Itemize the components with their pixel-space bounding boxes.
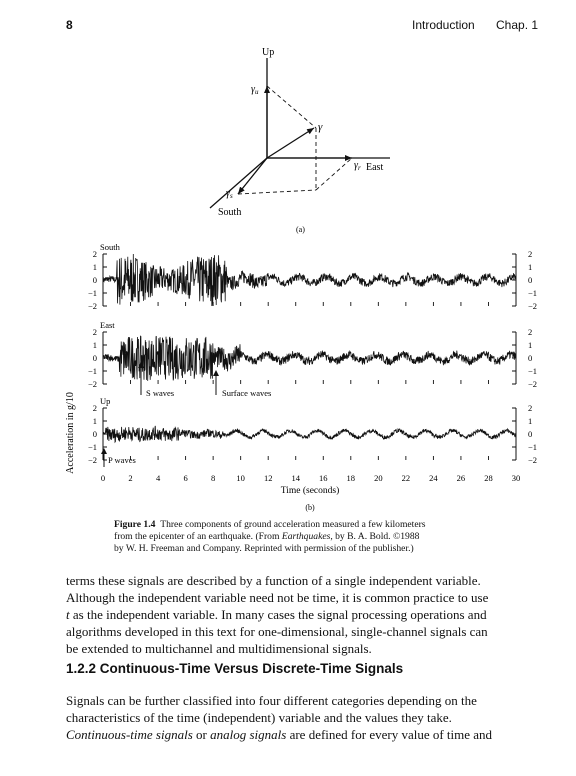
panel-b-label: (b) [305, 503, 315, 512]
trace-up [103, 426, 516, 442]
y-tick-label-left: 0 [92, 429, 97, 439]
panel-south [88, 242, 537, 311]
gamma-u-label: $\gamma_u$ [251, 84, 259, 96]
y-tick-label-left: 0 [92, 353, 97, 363]
y-tick-label-right: −1 [528, 366, 538, 376]
running-chapter-label: Chap. 1 [496, 18, 539, 32]
x-tick-label: 18 [346, 473, 356, 483]
y-tick-label-right: 2 [528, 327, 533, 337]
x-axis-title: Time (seconds) [280, 486, 340, 496]
panel-name: South [100, 242, 120, 252]
y-tick-label-right: 2 [528, 403, 533, 413]
body-paragraph-2: Signals can be further classified into four different categories depending on the characteristics of the time (independent) variable and the values they take. Continuous-time signals or analog signals are defined for every value of time and [66, 693, 493, 742]
x-tick-label: 28 [484, 473, 493, 483]
y-tick-label-left: −1 [87, 442, 97, 452]
x-tick-label: 24 [429, 473, 438, 483]
x-tick-label: 16 [319, 473, 328, 483]
y-tick-label-left: 1 [92, 262, 97, 272]
surface-waves-annotation [213, 370, 271, 398]
panel-a-label: (a) [296, 225, 305, 234]
y-tick-label-left: 2 [92, 403, 97, 413]
y-tick-label-left: −2 [87, 379, 97, 389]
panel-name: Up [100, 396, 111, 406]
gamma-label: γ [318, 121, 323, 133]
x-tick-label: 8 [211, 473, 216, 483]
y-tick-label-left: 0 [92, 275, 97, 285]
y-tick-label-left: 1 [92, 340, 97, 350]
y-tick-label-right: 0 [528, 353, 533, 363]
y-tick-label-right: 1 [528, 262, 533, 272]
trace-south [103, 254, 516, 306]
y-tick-label-right: 0 [528, 429, 533, 439]
resultant-vector [267, 128, 314, 158]
x-tick-label: 12 [263, 473, 273, 483]
panel-name: East [100, 320, 115, 330]
x-tick-label: 26 [456, 473, 466, 483]
x-tick-label: 10 [236, 473, 245, 483]
page-number: 8 [66, 18, 73, 32]
up-label: Up [262, 47, 275, 58]
surface-waves-label: Surface waves [222, 388, 272, 398]
y-tick-label-right: −1 [528, 288, 538, 298]
south-label: South [218, 207, 242, 218]
south-axis [210, 158, 267, 208]
gamma-s-label: $\gamma_s$ [226, 188, 233, 200]
y-tick-label-left: −1 [87, 366, 97, 376]
y-tick-label-right: −1 [528, 442, 538, 452]
x-tick-label: 30 [511, 473, 521, 483]
y-tick-label-left: −1 [87, 288, 97, 298]
y-tick-label-left: −2 [87, 301, 97, 311]
running-section-title: Introduction [412, 18, 475, 32]
x-tick-label: 2 [128, 473, 133, 483]
y-tick-label-right: −2 [528, 455, 538, 465]
y-tick-label-left: 2 [92, 249, 97, 259]
s-waves-label: S waves [146, 388, 175, 398]
panel-east [88, 320, 537, 389]
x-tick-label: 6 [183, 473, 188, 483]
y-tick-label-left: 2 [92, 327, 97, 337]
y-tick-label-left: −2 [87, 455, 97, 465]
panel-up [88, 396, 537, 465]
gamma-r-label: $\gamma_r$ [354, 160, 361, 172]
body-paragraph-1: terms these signals are described by a function of a single independent variable. Although the independent variable need not be time, it is common practice to use t as the independent variable. In many cases the signal processing operations and algorithms developed in this text for one-dimensional, single-channel signals can be extended to multichannel and multidimensional signals. [66, 573, 489, 656]
trace-east [103, 336, 516, 381]
y-tick-label-right: −2 [528, 379, 538, 389]
x-tick-label: 14 [291, 473, 300, 483]
x-tick-label: 4 [155, 473, 161, 483]
y-tick-label-right: 0 [528, 275, 533, 285]
subsection-heading: 1.2.2 Continuous-Time Versus Discrete-Time Signals [66, 661, 404, 676]
x-tick-label: 22 [401, 473, 411, 483]
figure-caption: Figure 1.4 Three components of ground acceleration measured a few kilometers from the epicenter of an earthquake. (From Earthquakes, by B. A. Bold. ©1988 by W. H. Freeman and Company. Reprinted with permission of the publisher.) [114, 519, 426, 554]
seismogram-chart [0, 238, 576, 516]
figure-label: Figure 1.4 [114, 519, 156, 530]
y-tick-label-right: 1 [528, 340, 533, 350]
p-waves-annotation [101, 448, 136, 467]
vector-diagram [0, 0, 576, 240]
y-tick-label-right: 1 [528, 416, 533, 426]
y-tick-label-right: −2 [528, 301, 538, 311]
east-label: East [366, 162, 384, 173]
y-tick-label-right: 2 [528, 249, 533, 259]
x-tick-label: 20 [374, 473, 383, 483]
y-tick-label-left: 1 [92, 416, 97, 426]
y-axis-title: Acceleration in g/10 [65, 392, 76, 474]
p-waves-label: P waves [108, 455, 136, 465]
x-tick-label: 0 [100, 473, 106, 483]
